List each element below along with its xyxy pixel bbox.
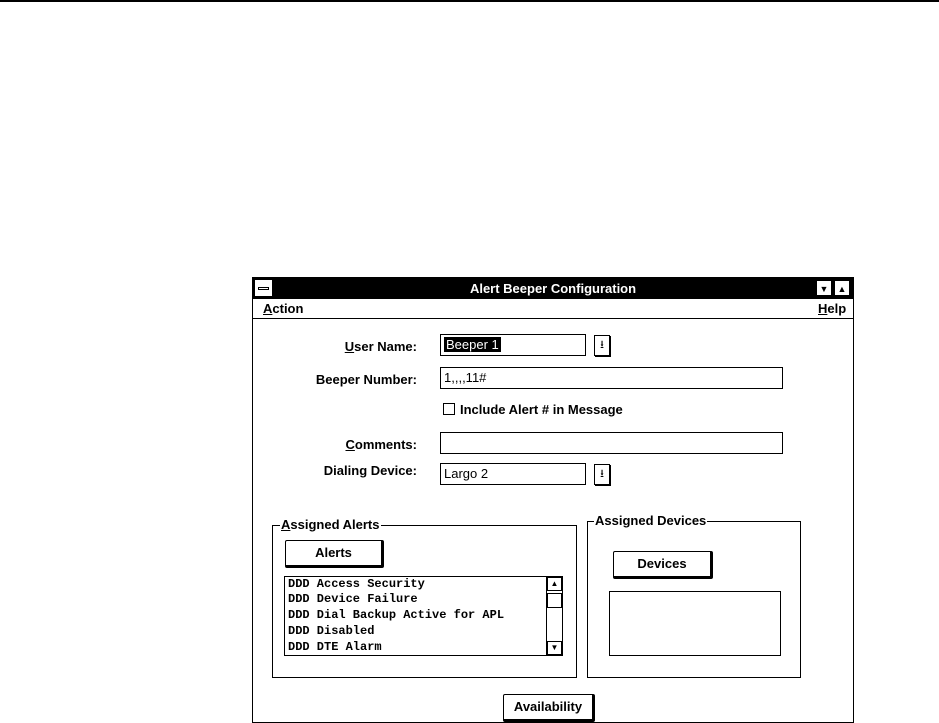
availability-button[interactable]: Availability [503,694,595,722]
top-rule [0,0,939,2]
devices-button[interactable]: Devices [613,551,713,579]
user-name-value: Beeper 1 [446,337,499,352]
menu-action[interactable]: Action [263,301,304,316]
scroll-up-icon[interactable]: ▲ [547,577,562,591]
title-bar[interactable] [253,278,853,299]
maximize-icon[interactable]: ▲ [834,280,850,296]
list-item[interactable]: DDD Disabled [288,624,375,638]
beeper-number-label: Beeper Number: [315,372,417,387]
minimize-icon[interactable]: ▼ [816,280,832,296]
comments-input[interactable] [440,432,783,454]
alert-beeper-window [252,277,854,723]
include-alert-checkbox[interactable] [443,403,455,415]
user-name-combobox[interactable] [440,334,586,356]
user-name-dropdown-icon[interactable]: ⭳ [594,335,610,356]
assigned-devices-group [587,513,801,678]
alerts-button[interactable]: Alerts [285,540,384,568]
comments-label: Comments: [345,437,417,452]
assigned-alerts-list[interactable] [284,576,563,656]
window-title: Alert Beeper Configuration [469,281,637,296]
list-item[interactable]: DDD Dial Backup Active for APL [288,608,505,622]
alerts-scrollbar[interactable] [546,577,562,655]
menu-bar [253,299,853,319]
beeper-number-input[interactable]: 1,,,,11# [440,367,783,389]
scroll-down-icon[interactable]: ▼ [547,641,562,655]
include-alert-label[interactable]: Include Alert # in Message [460,402,623,417]
list-item[interactable]: DDD Access Security [288,577,425,591]
dialing-device-combobox[interactable]: Largo 2 [440,463,586,485]
list-item[interactable]: DDD DTE Alarm [288,640,382,654]
menu-help[interactable]: Help [818,301,847,316]
assigned-devices-list[interactable] [609,591,781,656]
assigned-alerts-title: Assigned Alerts [281,517,380,532]
scroll-thumb[interactable] [547,593,562,608]
user-name-label: User Name: [344,339,417,354]
list-item[interactable]: DDD Device Failure [288,592,418,606]
assigned-devices-title: Assigned Devices [595,513,707,528]
dialing-device-dropdown-icon[interactable]: ⭳ [594,464,610,485]
dialing-device-label: Dialing Device: [323,463,417,478]
assigned-alerts-group [272,517,577,678]
